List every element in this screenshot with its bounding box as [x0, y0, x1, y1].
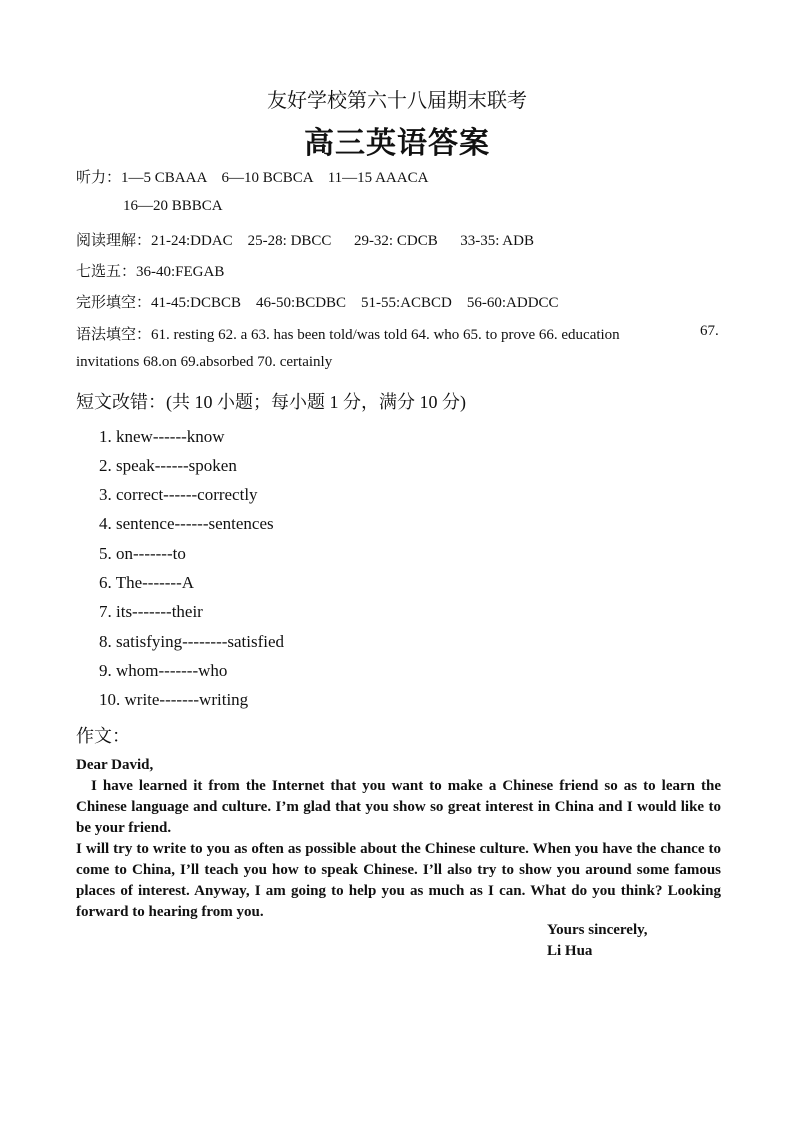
- grammar-values-1: 61. resting 62. a 63. has been told/was told 64. who 65. to prove 66. education: [151, 327, 620, 343]
- correction-item: 7. its-------their: [99, 602, 203, 621]
- grammar-item-67-number: 67.: [700, 323, 719, 339]
- cloze-values: 41-45:DCBCB 46-50:BCDBC 51-55:ACBCD 56-60:ADDCC: [151, 295, 559, 311]
- correction-item: 8. satisfying--------satisfied: [99, 632, 285, 651]
- essay-body: [76, 755, 721, 923]
- grammar-label: 语法填空：: [76, 327, 152, 343]
- seven-choice-label: 七选五：: [76, 264, 137, 280]
- reading-values: 21-24:DDAC 25-28: DBCC 29-32: CDCB 33-35: ADB: [151, 233, 534, 249]
- listening-label: 听力：: [76, 170, 122, 186]
- writing-heading: 作文：: [76, 726, 130, 746]
- correction-item: 9. whom-------who: [99, 661, 228, 680]
- correction-item: 3. correct------correctly: [99, 485, 258, 504]
- essay-signature: Li Hua: [547, 943, 593, 959]
- essay-salutation: Dear David,: [76, 757, 154, 773]
- page-title: 高三英语答案: [304, 127, 490, 160]
- correction-item: 6. The-------A: [99, 573, 195, 592]
- correction-item: 2. speak------spoken: [99, 456, 237, 475]
- listening-answers: 1—5 CBAAA 6—10 BCBCA 11—15 AAACA: [121, 170, 429, 186]
- seven-choice-values: 36-40:FEGAB: [136, 264, 225, 280]
- correction-item: 10. write-------writing: [99, 690, 249, 709]
- essay-paragraph-1: I have learned it from the Internet that you want to make a Chinese friend so as to learn the Chinese language and culture. I’m glad that you show so great interest in China and I would like to be your friend.: [76, 778, 721, 836]
- listening-answers-line-1: [76, 166, 428, 187]
- grammar-answers-line-1: [76, 323, 620, 344]
- grammar-answers-line-2: invitations 68.on 69.absorbed 70. certainly: [76, 354, 333, 370]
- seven-choice-answers: [76, 260, 224, 281]
- correction-heading: 短文改错：(共 10 小题；每小题 1 分，满分 10 分): [76, 392, 466, 412]
- essay-closing: Yours sincerely,: [547, 922, 648, 938]
- cloze-answers: [76, 291, 559, 312]
- school-exam-title: 友好学校第六十八届期末联考: [267, 90, 527, 112]
- correction-item: 5. on-------to: [99, 544, 186, 563]
- essay-paragraph-2: I will try to write to you as often as possible about the Chinese culture. When you have the chance to come to China, I’ll teach you how to speak Chinese. I’ll also try to show you around some famous places of interest. Anyway, I am going to help you as much as I can. What do you think? Looking forward to hearing from you.: [76, 841, 721, 920]
- reading-answers: [76, 229, 534, 250]
- cloze-label: 完形填空：: [76, 295, 152, 311]
- correction-item: 1. knew------know: [99, 427, 225, 446]
- reading-label: 阅读理解：: [76, 233, 152, 249]
- correction-item: 4. sentence------sentences: [99, 514, 274, 533]
- listening-answers-line-2: 16—20 BBBCA: [123, 198, 223, 214]
